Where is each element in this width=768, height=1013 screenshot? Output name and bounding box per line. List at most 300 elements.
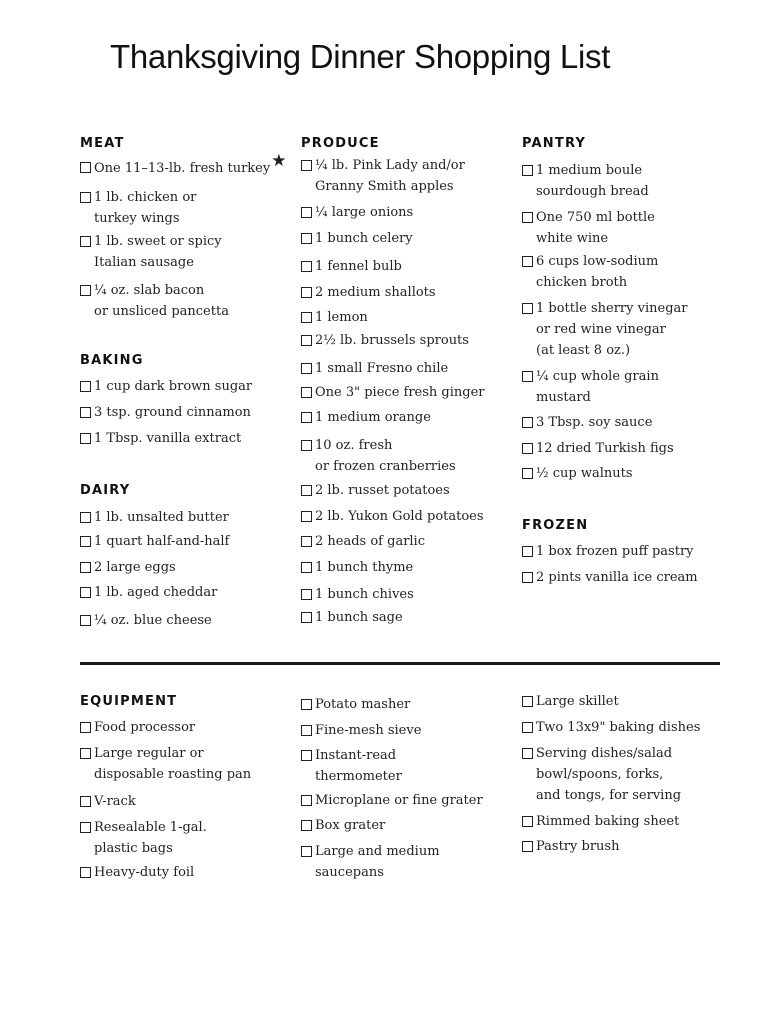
checkbox[interactable] <box>80 407 91 418</box>
list-item <box>301 531 541 552</box>
list-item-text <box>94 791 136 812</box>
list-item <box>522 717 762 738</box>
list-item-row <box>301 358 541 379</box>
list-item <box>522 691 762 712</box>
item-label-continued: turkey wings <box>94 211 180 226</box>
checkbox[interactable] <box>80 722 91 733</box>
item-label: Food processor <box>94 720 196 735</box>
list-item-text <box>315 607 403 628</box>
checkbox[interactable] <box>301 562 312 573</box>
list-item <box>301 557 541 578</box>
item-label: Heavy-duty foil <box>94 865 195 880</box>
page-title: Thanksgiving Dinner Shopping List <box>110 38 611 75</box>
list-item-row <box>80 231 320 273</box>
list-item <box>80 862 320 883</box>
checkbox[interactable] <box>301 820 312 831</box>
checkbox[interactable] <box>522 841 533 852</box>
list-item-row <box>80 531 320 552</box>
checkbox[interactable] <box>301 387 312 398</box>
list-item-row <box>522 743 762 806</box>
list-item <box>522 743 762 806</box>
list-item-row <box>522 541 762 562</box>
checkbox[interactable] <box>522 212 533 223</box>
list-item-text <box>536 836 619 857</box>
list-item-text <box>94 582 217 603</box>
list-item <box>301 841 541 883</box>
checkbox[interactable] <box>80 236 91 247</box>
list-item-row <box>522 160 762 202</box>
list-item <box>80 791 320 812</box>
list-item-text <box>94 376 252 397</box>
list-item-row <box>522 463 762 484</box>
list-item-row <box>301 330 541 351</box>
list-item <box>301 790 541 811</box>
checkbox[interactable] <box>522 748 533 759</box>
list-item-row <box>80 582 320 603</box>
list-item-text <box>94 743 251 785</box>
list-item-text <box>315 790 483 811</box>
item-label: 10 oz. fresh <box>315 438 393 453</box>
item-label: 2 pints vanilla ice cream <box>536 570 698 585</box>
list-item-text <box>536 366 659 408</box>
list-item-text <box>315 307 368 328</box>
item-label: ¼ oz. blue cheese <box>94 613 212 628</box>
item-label: Microplane or fine grater <box>315 793 483 808</box>
list-item-text <box>94 280 229 322</box>
list-item <box>80 428 320 449</box>
list-item <box>80 231 320 273</box>
list-item-text <box>94 187 196 229</box>
list-item <box>80 531 320 552</box>
item-label-continued: disposable roasting pan <box>94 767 252 782</box>
item-label: Potato masher <box>315 697 411 712</box>
item-label: 1 bottle sherry vinegar <box>536 301 688 316</box>
list-item-row <box>522 366 762 408</box>
checkbox[interactable] <box>301 160 312 171</box>
list-item <box>301 720 541 741</box>
checkbox[interactable] <box>522 722 533 733</box>
list-item-text <box>94 151 287 179</box>
checkbox[interactable] <box>301 725 312 736</box>
list-item-row <box>301 506 541 527</box>
item-label: 1 medium orange <box>315 410 431 425</box>
checkbox[interactable] <box>80 822 91 833</box>
checkbox[interactable] <box>301 795 312 806</box>
list-item <box>301 480 541 501</box>
item-label: Fine-mesh sieve <box>315 723 422 738</box>
list-item-row <box>522 251 762 293</box>
list-item <box>301 256 541 277</box>
item-label: 3 Tbsp. soy sauce <box>536 415 653 430</box>
list-item-text <box>315 382 485 403</box>
item-label: 1 lb. chicken or <box>94 190 197 205</box>
list-item-row <box>301 407 541 428</box>
list-item-text <box>536 438 674 459</box>
checkbox[interactable] <box>80 796 91 807</box>
list-item <box>80 557 320 578</box>
list-item-row <box>80 402 320 423</box>
list-item <box>301 607 541 628</box>
list-item-text <box>315 407 431 428</box>
checkbox[interactable] <box>301 312 312 323</box>
item-label: 1 Tbsp. vanilla extract <box>94 431 242 446</box>
list-item <box>80 376 320 397</box>
checkbox[interactable] <box>522 165 533 176</box>
checkbox[interactable] <box>301 846 312 857</box>
item-label: 1 medium boule <box>536 163 643 178</box>
list-item-row <box>301 815 541 836</box>
list-item-row <box>301 202 541 223</box>
list-item-row <box>522 207 762 249</box>
item-label: 1 box frozen puff pastry <box>536 544 694 559</box>
item-label: Instant-read <box>315 748 397 763</box>
list-item-text <box>536 160 649 202</box>
list-item <box>80 717 320 738</box>
list-item-row <box>301 790 541 811</box>
list-item-text <box>315 584 414 605</box>
list-item-text <box>94 231 222 273</box>
list-item-row <box>80 817 320 859</box>
item-label: ¼ large onions <box>315 205 414 220</box>
checkbox[interactable] <box>80 562 91 573</box>
list-item-row <box>522 438 762 459</box>
list-item-text <box>94 610 212 631</box>
list-item <box>80 507 320 528</box>
list-item-text <box>536 207 655 249</box>
item-label: 6 cups low-sodium <box>536 254 659 269</box>
list-item-text <box>315 506 484 527</box>
item-label: Rimmed baking sheet <box>536 814 680 829</box>
list-item-text <box>315 155 465 197</box>
checkbox[interactable] <box>80 587 91 598</box>
list-item-row <box>522 836 762 857</box>
item-label: 1 lb. unsalted butter <box>94 510 229 525</box>
list-item-text <box>315 531 425 552</box>
checkbox[interactable] <box>301 335 312 346</box>
checkbox[interactable] <box>301 207 312 218</box>
list-item-text <box>536 743 681 806</box>
list-item-text <box>94 862 194 883</box>
item-label: 1 bunch chives <box>315 587 414 602</box>
section-heading-produce: PRODUCE <box>301 136 380 151</box>
list-item <box>522 811 762 832</box>
checkbox[interactable] <box>80 512 91 523</box>
list-item <box>301 435 541 477</box>
list-item-text <box>94 507 229 528</box>
list-item <box>80 402 320 423</box>
list-item-text <box>315 282 436 303</box>
list-item-row <box>522 717 762 738</box>
list-item-text <box>315 256 402 277</box>
list-item-row <box>80 791 320 812</box>
item-label: 12 dried Turkish figs <box>536 441 674 456</box>
list-item-row <box>80 610 320 631</box>
item-label: One 3" piece fresh ginger <box>315 385 485 400</box>
list-item-text <box>94 817 207 859</box>
list-item-row <box>80 717 320 738</box>
item-label: 1 quart half-and-half <box>94 534 230 549</box>
section-heading-baking: BAKING <box>80 353 144 368</box>
item-label: 1 bunch celery <box>315 231 413 246</box>
item-label: 2 large eggs <box>94 560 176 575</box>
list-item-row <box>522 691 762 712</box>
checkbox[interactable] <box>80 433 91 444</box>
list-item-row <box>301 228 541 249</box>
list-item-row <box>301 480 541 501</box>
item-label-continued: mustard <box>536 390 591 405</box>
item-label: Two 13x9" baking dishes <box>536 720 701 735</box>
list-item-text <box>94 402 251 423</box>
list-item <box>80 817 320 859</box>
list-item-text <box>536 717 700 738</box>
list-item <box>301 745 541 787</box>
list-item <box>301 307 541 328</box>
item-label: Pastry brush <box>536 839 620 854</box>
list-item <box>301 694 541 715</box>
list-item-text <box>315 228 413 249</box>
checkbox[interactable] <box>522 546 533 557</box>
checkbox[interactable] <box>522 417 533 428</box>
list-item <box>301 330 541 351</box>
section-heading-dairy: DAIRY <box>80 483 131 498</box>
section-heading-equipment: EQUIPMENT <box>80 694 178 709</box>
list-item-text <box>315 435 456 477</box>
list-item-text <box>536 541 694 562</box>
item-label: 1 bunch thyme <box>315 560 414 575</box>
list-item-text <box>94 428 241 449</box>
checkbox[interactable] <box>301 287 312 298</box>
item-label-continued: and tongs, for serving <box>536 788 682 803</box>
checkbox[interactable] <box>80 867 91 878</box>
item-label: 1 fennel bulb <box>315 259 402 274</box>
checkbox[interactable] <box>301 440 312 451</box>
list-item-text <box>315 358 448 379</box>
list-item <box>301 506 541 527</box>
checkbox[interactable] <box>301 412 312 423</box>
checkbox[interactable] <box>522 696 533 707</box>
checkbox[interactable] <box>301 485 312 496</box>
item-label: Large regular or <box>94 746 204 761</box>
checkbox[interactable] <box>80 536 91 547</box>
list-item-row <box>301 382 541 403</box>
item-label-continued: Italian sausage <box>94 255 194 270</box>
item-label-continued: or frozen cranberries <box>315 459 456 474</box>
list-item <box>301 282 541 303</box>
list-item-row <box>301 720 541 741</box>
list-item <box>301 155 541 197</box>
checkbox[interactable] <box>80 162 91 173</box>
checkbox[interactable] <box>301 536 312 547</box>
checkbox[interactable] <box>522 256 533 267</box>
list-item <box>522 298 762 361</box>
list-item-text <box>315 557 413 578</box>
list-item <box>80 280 320 322</box>
list-item-row <box>301 531 541 552</box>
list-item <box>80 582 320 603</box>
item-label: 1 cup dark brown sugar <box>94 379 253 394</box>
item-label: 1 small Fresno chile <box>315 361 449 376</box>
checkbox[interactable] <box>80 615 91 626</box>
item-label-continued: chicken broth <box>536 275 628 290</box>
list-item <box>522 836 762 857</box>
item-label: Resealable 1-gal. <box>94 820 207 835</box>
item-label: Box grater <box>315 818 386 833</box>
list-item-row <box>301 155 541 197</box>
list-item <box>80 187 320 229</box>
section-divider <box>80 662 720 665</box>
checkbox[interactable] <box>301 612 312 623</box>
item-label: 2 medium shallots <box>315 285 436 300</box>
list-item-text <box>536 251 658 293</box>
item-label: 1 bunch sage <box>315 610 403 625</box>
list-item-text <box>536 463 633 484</box>
list-item-row <box>80 862 320 883</box>
list-item <box>522 366 762 408</box>
star-icon: ★ <box>271 151 287 171</box>
item-label: ¼ lb. Pink Lady and/or <box>315 158 465 173</box>
checkbox[interactable] <box>80 748 91 759</box>
list-item-text <box>315 841 440 883</box>
item-label: 3 tsp. ground cinnamon <box>94 405 251 420</box>
list-item <box>522 207 762 249</box>
list-item <box>522 463 762 484</box>
item-label: Large skillet <box>536 694 619 709</box>
item-label: One 750 ml bottle <box>536 210 655 225</box>
checkbox[interactable] <box>522 468 533 479</box>
checkbox[interactable] <box>522 371 533 382</box>
list-item-row <box>80 376 320 397</box>
item-label: ¼ oz. slab bacon <box>94 283 205 298</box>
list-item-row <box>301 256 541 277</box>
list-item <box>301 584 541 605</box>
section-heading-pantry: PANTRY <box>522 136 587 151</box>
list-item-row <box>301 282 541 303</box>
list-item-text <box>315 745 402 787</box>
checkbox[interactable] <box>522 303 533 314</box>
item-label-continued: (at least 8 oz.) <box>536 343 631 358</box>
list-item-text <box>94 557 176 578</box>
item-label: 1 lemon <box>315 310 368 325</box>
list-item <box>80 610 320 631</box>
list-item-row <box>522 412 762 433</box>
list-item-row <box>522 298 762 361</box>
list-item <box>522 412 762 433</box>
list-item <box>522 567 762 588</box>
item-label-continued: or red wine vinegar <box>536 322 666 337</box>
list-item-row <box>301 694 541 715</box>
checkbox[interactable] <box>80 381 91 392</box>
list-item-row <box>301 841 541 883</box>
list-item <box>80 151 320 179</box>
item-label: 1 lb. aged cheddar <box>94 585 218 600</box>
section-heading-meat: MEAT <box>80 136 125 151</box>
list-item-text <box>315 202 413 223</box>
list-item <box>522 160 762 202</box>
item-label: ½ cup walnuts <box>536 466 633 481</box>
list-item <box>80 743 320 785</box>
item-label-continued: or unsliced pancetta <box>94 304 229 319</box>
checkbox[interactable] <box>301 233 312 244</box>
list-item-text <box>315 694 410 715</box>
list-item-row <box>80 280 320 322</box>
item-label: V-rack <box>94 794 136 809</box>
checkbox[interactable] <box>522 443 533 454</box>
item-label: 2 lb. Yukon Gold potatoes <box>315 509 484 524</box>
checkbox[interactable] <box>301 363 312 374</box>
list-item-row <box>80 743 320 785</box>
item-label: Serving dishes/salad <box>536 746 673 761</box>
item-label-continued: saucepans <box>315 865 384 880</box>
item-label-continued: sourdough bread <box>536 184 649 199</box>
list-item-text <box>536 412 652 433</box>
item-label: ¼ cup whole grain <box>536 369 659 384</box>
list-item-row <box>301 307 541 328</box>
checkbox[interactable] <box>301 699 312 710</box>
list-item-row <box>80 428 320 449</box>
list-item-text <box>536 298 687 361</box>
item-label: 2 lb. russet potatoes <box>315 483 450 498</box>
list-item-text <box>536 567 698 588</box>
item-label-continued: bowl/spoons, forks, <box>536 767 664 782</box>
list-item-row <box>80 151 320 179</box>
item-label-continued: white wine <box>536 231 609 246</box>
list-item-text <box>536 691 619 712</box>
list-item-row <box>301 584 541 605</box>
item-label: Large and medium <box>315 844 440 859</box>
list-item-text <box>94 717 195 738</box>
checkbox[interactable] <box>301 261 312 272</box>
checkbox[interactable] <box>80 192 91 203</box>
list-item-text <box>94 531 229 552</box>
list-item <box>301 228 541 249</box>
checkbox[interactable] <box>301 750 312 761</box>
list-item <box>301 202 541 223</box>
list-item-text <box>315 330 469 351</box>
list-item-text <box>315 815 385 836</box>
list-item-row <box>301 557 541 578</box>
list-item <box>522 541 762 562</box>
list-item-row <box>301 745 541 787</box>
checkbox[interactable] <box>522 816 533 827</box>
list-item-row <box>522 567 762 588</box>
list-item-row <box>80 557 320 578</box>
item-label: 1 lb. sweet or spicy <box>94 234 222 249</box>
list-item-text <box>315 480 450 501</box>
checkbox[interactable] <box>301 589 312 600</box>
list-item-text <box>536 811 679 832</box>
list-item-row <box>80 507 320 528</box>
item-label: 2 heads of garlic <box>315 534 425 549</box>
list-item <box>301 358 541 379</box>
list-item <box>301 407 541 428</box>
item-label-continued: Granny Smith apples <box>315 179 454 194</box>
checkbox[interactable] <box>301 511 312 522</box>
list-item-row <box>301 435 541 477</box>
list-item <box>301 382 541 403</box>
item-label: 2½ lb. brussels sprouts <box>315 333 469 348</box>
item-label-continued: thermometer <box>315 769 402 784</box>
item-label: One 11–13-lb. fresh turkey <box>94 161 271 176</box>
section-heading-frozen: FROZEN <box>522 518 589 533</box>
list-item-row <box>80 187 320 229</box>
list-item <box>301 815 541 836</box>
list-item-text <box>315 720 421 741</box>
checkbox[interactable] <box>80 285 91 296</box>
list-item-row <box>522 811 762 832</box>
list-item <box>522 438 762 459</box>
checkbox[interactable] <box>522 572 533 583</box>
item-label-continued: plastic bags <box>94 841 173 856</box>
